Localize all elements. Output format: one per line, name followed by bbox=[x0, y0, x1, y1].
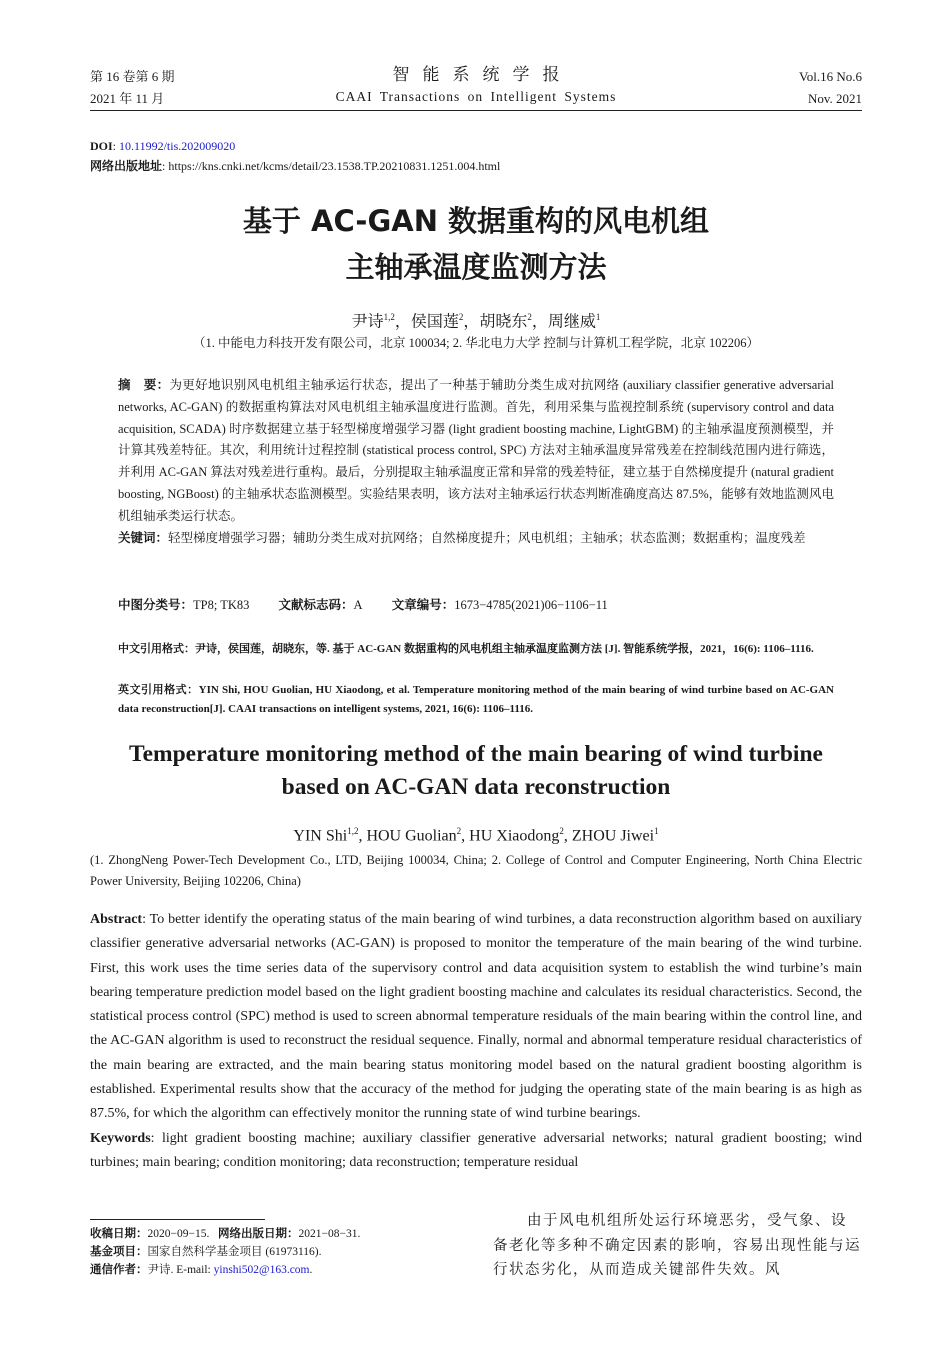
corresponding-text: 尹诗. E-mail: bbox=[147, 1264, 214, 1276]
email-end: . bbox=[309, 1264, 313, 1276]
citation-cn bbox=[118, 640, 834, 659]
corresponding-label: 通信作者： bbox=[90, 1264, 148, 1276]
footnote-rule bbox=[90, 1219, 265, 1220]
clc-value: TP8; TK83 bbox=[193, 598, 250, 612]
article-meta bbox=[90, 136, 500, 176]
doc-code-item bbox=[279, 598, 363, 612]
dates-footnote bbox=[90, 1225, 470, 1243]
keywords-cn-label: 关键词： bbox=[118, 530, 169, 545]
header-rule bbox=[90, 110, 862, 111]
doi-line: DOI: 10.11992/tis.202009020 bbox=[90, 139, 236, 153]
author-cn: 周继威 bbox=[547, 313, 596, 331]
author-cn: 侯国莲 bbox=[410, 313, 459, 331]
author-cn: 胡晓东 bbox=[479, 313, 528, 331]
doc-code-value: A bbox=[353, 598, 363, 612]
author-en: HOU Guolian bbox=[366, 827, 457, 845]
doi-link[interactable]: 10.11992/tis.202009020 bbox=[119, 139, 236, 153]
title-en-line2: based on AC-GAN data reconstruction bbox=[281, 774, 671, 800]
abstract-en-text: : To better identify the operating status of the main bearing of wind turbines, a data reconstruction algorithm based on auxiliary classifier generative adversarial networks (AC-GAN) is proposed to monitor the temperature of the main bearing of the wind turbine. First, this work uses the time series data of the supervisory control and data acquisition system to establish the wind turbine’s main bearing temperature prediction model based on the light gradient boosting machine and calculates its residual characteristics. Second, the statistical process control (SPC) method is used to screen abnormal temperature residuals of the main bearing within the control line, and the AC-GAN algorithm is used to reconstruct the residual sequence. Finally, normal and abnormal temperature residual characteristics of the main bearing are extracted, and the main bearing status monitoring model based on the natural gradient boosting algorithm is established. Experimental results show that the accuracy of the method for judging the operating state of the main bearing is as high as 87.5%, for which the algorithm can effectively monitor the running state of wind turbine bearings. bbox=[90, 912, 862, 1122]
author-cn: 尹诗 bbox=[351, 313, 384, 331]
online-address-url[interactable]: https://kns.cnki.net/kcms/detail/23.1538.TP.20210831.1251.004.html bbox=[168, 159, 501, 173]
affiliation-en: (1. ZhongNeng Power-Tech Development Co., LTD, Beijing 100034, China; 2. College of Control and Computer Engineering, North China Electric Power University, Beijing 102206, China) bbox=[90, 853, 862, 888]
received-label: 收稿日期： bbox=[90, 1228, 148, 1240]
header-right bbox=[799, 66, 862, 110]
citation-en-label: 英文引用格式： bbox=[118, 684, 199, 696]
keywords-cn-text: 轻型梯度增强学习器；辅助分类生成对抗网络；自然梯度提升；风电机组；主轴承；状态监测；数据重构；温度残差 bbox=[168, 530, 806, 545]
clc-item bbox=[118, 598, 249, 612]
citation-en-text: YIN Shi, HOU Guolian, HU Xiaodong, et al. Temperature monitoring method of the main bearing of wind turbine based on AC-GAN data reconstruction[J]. CAAI transactions on intelligent systems, 2021, 16(6): 1106–1116. bbox=[118, 684, 834, 715]
author-en: HU Xiaodong bbox=[469, 827, 560, 845]
abstract-cn-label: 摘 要： bbox=[118, 378, 170, 392]
title-en-line1: Temperature monitoring method of the main bearing of wind turbine bbox=[129, 741, 823, 767]
title-cn-line1: 基于 AC-GAN 数据重构的风电机组 bbox=[242, 204, 710, 238]
author-en: YIN Shi bbox=[293, 827, 348, 845]
online-address-line: 网络出版地址: https://kns.cnki.net/kcms/detail/23.1538.TP.20210831.1251.004.html bbox=[90, 159, 501, 173]
author-en: ZHOU Jiwei bbox=[571, 827, 655, 845]
citation-cn-label: 中文引用格式： bbox=[118, 643, 195, 655]
article-number-item bbox=[392, 598, 608, 612]
authors-en: YIN Shi$^{1,2}$, HOU Guolian$^2$, HU Xiaodong$^2$, ZHOU Jiwei$^1$ bbox=[293, 826, 659, 845]
author-affil-sup: 2 bbox=[458, 312, 464, 322]
author-affil-sup: 1 bbox=[654, 826, 659, 836]
keywords-en-text: : light gradient boosting machine; auxiliary classifier generative adversarial networks; natural gradient boosting; wind turbines; main bearing; condition monitoring; data reconstruction; temperature residual bbox=[90, 1130, 862, 1170]
date-cn: 2021 年 11 月 bbox=[90, 91, 165, 106]
body-text-cn bbox=[493, 1209, 862, 1283]
fund-footnote bbox=[90, 1243, 470, 1261]
online-date: 2021−08−31. bbox=[298, 1228, 361, 1240]
keywords-en-label: Keywords bbox=[90, 1130, 151, 1146]
abstract-cn-text: 为更好地识别风电机组主轴承运行状态，提出了一种基于辅助分类生成对抗网络 (auxiliary classifier generative adversarial networks, AC-GAN) 的数据重构算法对风电机组主轴承温度进行监测。首先，利用采集与监视控制系统 (supervisory control and data acquisition, SCADA) 时序数据建立基于轻型梯度增强学习器 (light gradient boosting machine, LightGBM) 的主轴承温度预测模型，并计算其残差特征。其次，利用统计过程控制 (statistical process control, SPC) 方法对主轴承温度异常残差在控制线范围内进行筛选，并利用 AC-GAN 算法对残差进行重构。最后，分别提取主轴承温度正常和异常的残差特征，建立基于自然梯度提升 (natural gradient boosting, NGBoost) 的主轴承状态监测模型。实验结果表明，该方法对主轴承运行状态判断准确度高达 87.5%，能够有效地监测风电机组轴承类运行状态。 bbox=[118, 378, 834, 523]
author-affil-sup: 2 bbox=[456, 826, 462, 836]
fund-label: 基金项目： bbox=[90, 1246, 148, 1258]
corresponding-footnote bbox=[90, 1261, 470, 1279]
journal-name-cn: 智能系统学报 bbox=[392, 65, 573, 84]
received-date: 2020−09−15. bbox=[147, 1228, 210, 1240]
online-date-label: 网络出版日期： bbox=[217, 1228, 299, 1240]
running-header bbox=[90, 64, 862, 110]
volume-cn: 第 16 卷第 6 期 bbox=[90, 69, 175, 84]
title-cn bbox=[90, 198, 862, 290]
citation-cn-text: 尹诗，侯国莲，胡晓东，等. 基于 AC-GAN 数据重构的风电机组主轴承温度监测方法 [J]. 智能系统学报，2021，16(6): 1106–1116. bbox=[195, 643, 814, 655]
date-en: Nov. 2021 bbox=[807, 91, 862, 106]
abstract-cn-body bbox=[118, 375, 834, 528]
volume-en: Vol.16 No.6 bbox=[799, 69, 862, 84]
journal-name-en: CAAI Transactions on Intelligent Systems bbox=[335, 89, 617, 104]
clc-label: 中图分类号： bbox=[118, 598, 194, 612]
footnotes bbox=[90, 1225, 470, 1279]
doc-code-label: 文献标志码： bbox=[278, 598, 354, 612]
abstract-cn bbox=[118, 375, 834, 549]
title-cn-line2: 主轴承温度监测方法 bbox=[345, 250, 607, 284]
keywords-cn bbox=[118, 528, 834, 550]
email-link[interactable]: yinshi502@163.com bbox=[213, 1264, 310, 1276]
abstract-en-body bbox=[90, 908, 862, 1127]
classification-line bbox=[118, 595, 834, 615]
authors-cn: 尹诗$^{1,2}$，侯国莲$^2$，胡晓东$^2$，周继威$^1$ bbox=[351, 312, 601, 331]
fund-text: 国家自然科学基金项目 (61973116). bbox=[147, 1246, 322, 1258]
author-affil-sup: 1,2 bbox=[383, 312, 395, 322]
affiliation-cn: （1. 中能电力科技开发有限公司，北京 100034; 2. 华北电力大学 控制与计算机工程学院，北京 102206） bbox=[193, 336, 759, 350]
doi-label: DOI bbox=[90, 139, 113, 153]
online-address-label: 网络出版地址 bbox=[90, 159, 163, 173]
author-affil-sup: 1 bbox=[595, 312, 601, 322]
abstract-en-label: Abstract bbox=[90, 912, 143, 927]
title-en bbox=[90, 738, 862, 804]
abstract-en bbox=[90, 908, 862, 1175]
author-affil-sup: 2 bbox=[527, 312, 532, 322]
header-center bbox=[90, 64, 862, 108]
article-number-value: 1673−4785(2021)06−1106−11 bbox=[454, 598, 608, 612]
citation-en bbox=[118, 681, 834, 718]
author-affil-sup: 2 bbox=[559, 826, 564, 836]
body-text-cn-content: 由于风电机组所处运行环境恶劣，受气象、设备老化等多种不确定因素的影响，容易出现性能与运行状态劣化，从而造成关键部件失效。风 bbox=[493, 1213, 861, 1278]
article-number-label: 文章编号： bbox=[391, 598, 455, 612]
keywords-en bbox=[90, 1127, 862, 1176]
author-affil-sup: 1,2 bbox=[347, 826, 359, 836]
